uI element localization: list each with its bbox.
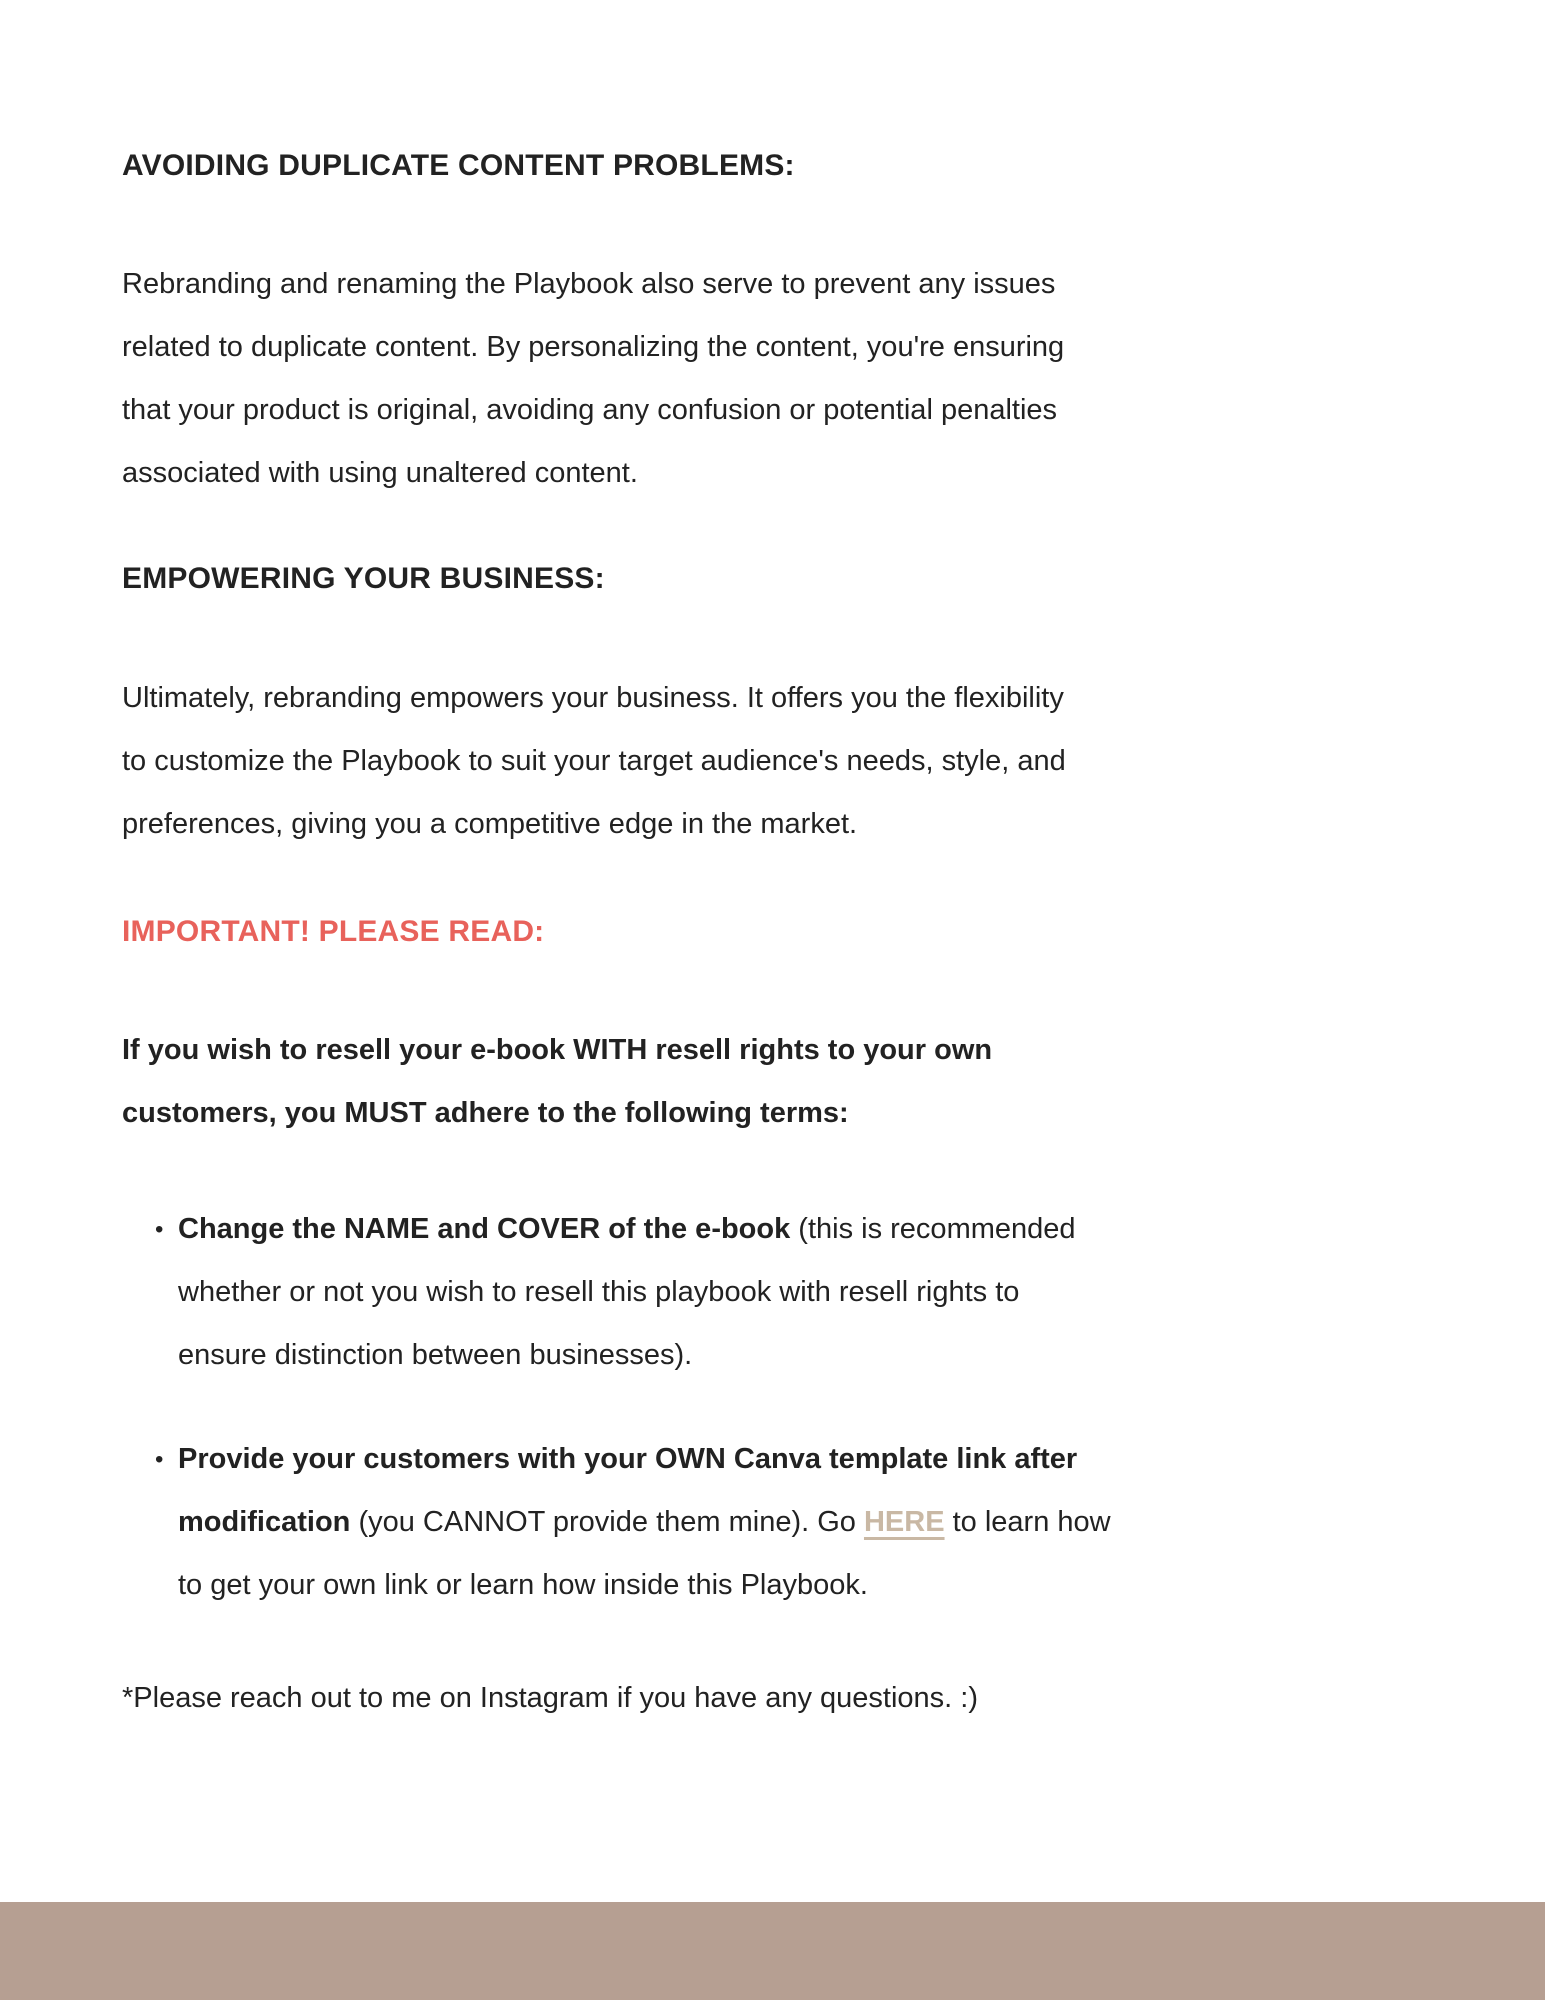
footnote xyxy=(122,1667,1435,1730)
list-item-change-name-cover xyxy=(155,1198,1435,1387)
paragraph-line: to customize the Playbook to suit your target audience's needs, style, and xyxy=(122,745,1066,777)
bullet-regular-text: whether or not you wish to resell this playbook with resell rights to xyxy=(178,1276,1020,1308)
bullet-line xyxy=(178,1554,1111,1617)
bullet-regular-text: ensure distinction between businesses). xyxy=(178,1339,693,1371)
bullet-line xyxy=(178,1491,1111,1554)
paragraph-line: Ultimately, rebranding empowers your business. It offers you the flexibility xyxy=(122,682,1064,714)
paragraph-line: If you wish to resell your e-book WITH resell rights to your own xyxy=(122,1034,993,1066)
here-link[interactable]: HERE xyxy=(863,1506,945,1538)
paragraph-duplicate-content xyxy=(122,253,1435,505)
bullet-line xyxy=(178,1261,1076,1324)
footer-bar xyxy=(0,1902,1545,2000)
bullet-text xyxy=(178,1428,1111,1617)
bullet-icon: • xyxy=(155,1216,164,1243)
bullet-regular-text: to learn how xyxy=(944,1506,1111,1538)
bullet-icon: • xyxy=(155,1446,164,1473)
heading-avoiding-duplicate-content: AVOIDING DUPLICATE CONTENT PROBLEMS: xyxy=(122,149,795,182)
bullet-regular-text: (you CANNOT provide them mine). Go xyxy=(350,1506,864,1538)
paragraph-line: that your product is original, avoiding any confusion or potential penalties xyxy=(122,394,1058,426)
paragraph-terms-intro xyxy=(122,1019,1435,1145)
bullet-line xyxy=(178,1198,1076,1261)
paragraph-line: associated with using unaltered content. xyxy=(122,457,638,489)
footnote-line: *Please reach out to me on Instagram if you have any questions. :) xyxy=(122,1682,978,1714)
bullet-text xyxy=(178,1198,1076,1387)
bullet-line xyxy=(178,1428,1111,1491)
paragraph-line: customers, you MUST adhere to the following terms: xyxy=(122,1097,849,1129)
heading-empowering-your-business: EMPOWERING YOUR BUSINESS: xyxy=(122,562,605,595)
paragraph-line: related to duplicate content. By personalizing the content, you're ensuring xyxy=(122,331,1065,363)
paragraph-empowering-business xyxy=(122,667,1435,856)
bullet-regular-text: to get your own link or learn how inside this Playbook. xyxy=(178,1569,868,1601)
paragraph-line: Rebranding and renaming the Playbook also serve to prevent any issues xyxy=(122,268,1056,300)
bullet-regular-text: (this is recommended xyxy=(790,1213,1076,1245)
bullet-bold-text: Change the NAME and COVER of the e-book xyxy=(178,1213,791,1245)
bullet-bold-text: Provide your customers with your OWN Canva template link after xyxy=(178,1443,1078,1475)
bullet-line xyxy=(178,1324,1076,1387)
bullet-bold-text: modification xyxy=(178,1506,351,1538)
list-item-provide-own-link xyxy=(155,1428,1435,1617)
paragraph-line: preferences, giving you a competitive edge in the market. xyxy=(122,808,858,840)
heading-important-please-read: IMPORTANT! PLEASE READ: xyxy=(122,915,545,948)
